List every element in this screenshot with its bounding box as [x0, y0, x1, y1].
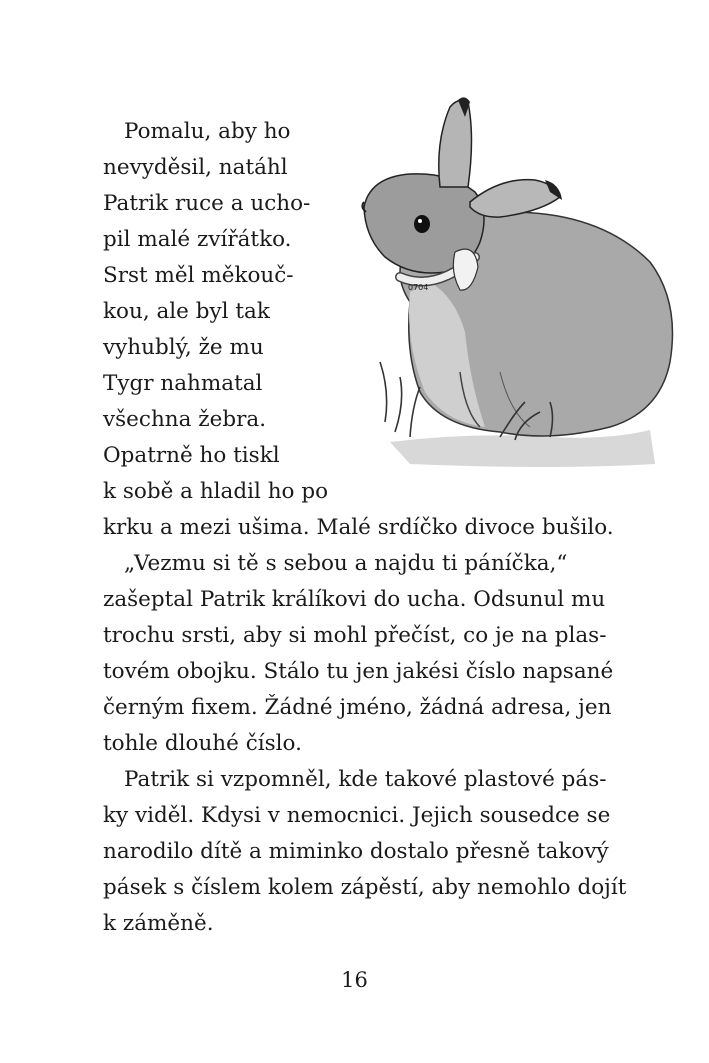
page-number: 16: [341, 968, 368, 992]
eye-highlight: [418, 219, 422, 223]
rabbit-eye: [414, 215, 430, 233]
body-line: tohle dlouhé číslo.: [103, 731, 302, 756]
wrapped-line: nevyděsil, natáhl: [103, 155, 288, 180]
wrapped-line: kou, ale byl tak: [103, 299, 270, 324]
rabbit-ear-left: [439, 100, 472, 187]
wrapped-line: pil malé zvířátko.: [103, 227, 292, 252]
body-line: trochu srsti, aby si mohl přečíst, co je na plas-: [103, 623, 607, 648]
body-line: k záměně.: [103, 911, 214, 936]
body-line: Patrik si vzpomněl, kde takové plastové pás-: [124, 767, 607, 792]
wrapped-line: vyhublý, že mu: [103, 335, 264, 360]
wrapped-line: Srst měl měkouč-: [103, 263, 294, 288]
body-line: tovém obojku. Stálo tu jen jakési číslo napsané: [103, 659, 614, 684]
body-line: zašeptal Patrik králíkovi do ucha. Odsunul mu: [103, 587, 606, 612]
body-line: „Vezmu si tě s sebou a najdu ti páníčka,“: [124, 551, 568, 576]
rabbit-illustration: [350, 92, 680, 472]
body-line: krku a mezi ušima. Malé srdíčko divoce bušilo.: [103, 515, 614, 540]
wrapped-line: Tygr nahmatal: [103, 371, 263, 396]
body-line: narodilo dítě a miminko dostalo přesně takový: [103, 839, 609, 864]
wrapped-line: Patrik ruce a ucho-: [103, 191, 311, 216]
body-line: černým fixem. Žádné jméno, žádná adresa, jen: [103, 695, 612, 720]
wrapped-line: Pomalu, aby ho: [124, 119, 291, 144]
body-line: ky viděl. Kdysi v nemocnici. Jejich sousedce se: [103, 803, 611, 828]
wrapped-line: k sobě a hladil ho po: [103, 479, 329, 504]
wrapped-line: Opatrně ho tiskl: [103, 443, 280, 468]
wrapped-line: všechna žebra.: [103, 407, 267, 432]
rabbit-ear-right: [470, 180, 560, 217]
collar-number: 0704: [408, 283, 429, 292]
body-line: pásek s číslem kolem zápěstí, aby nemohlo dojít: [103, 875, 627, 900]
